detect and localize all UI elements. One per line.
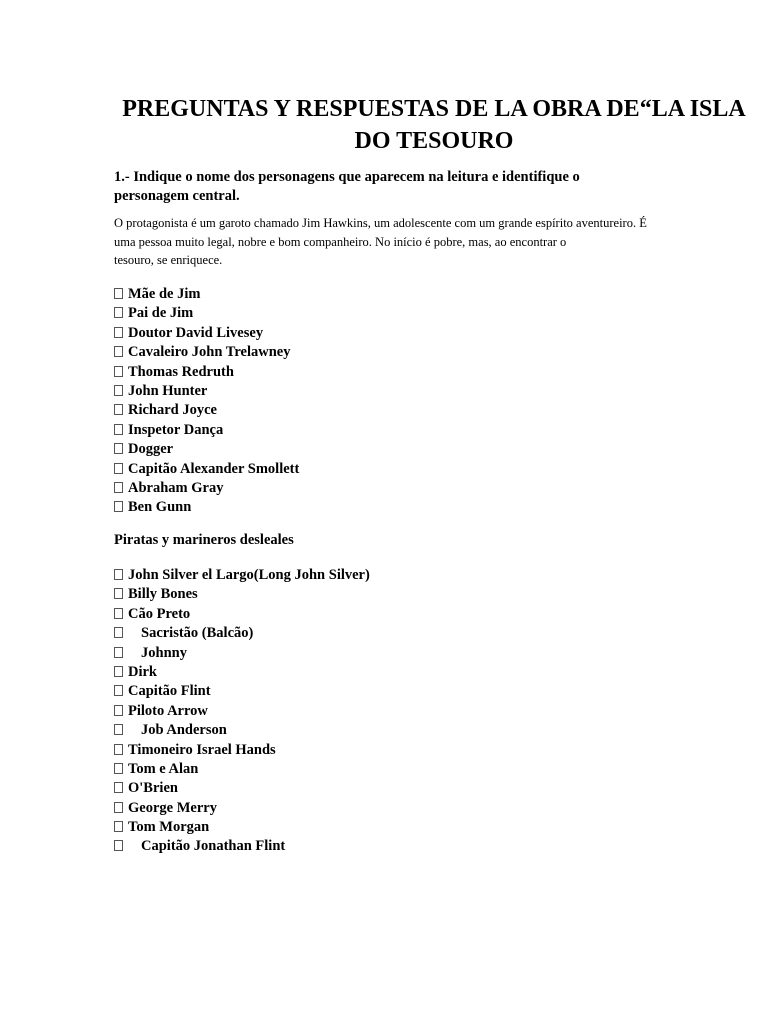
character-name: Cavaleiro John Trelawney — [128, 344, 291, 361]
list-item — [114, 585, 370, 604]
bullet-box-icon — [114, 385, 123, 396]
character-name: Capitão Alexander Smollett — [128, 460, 300, 477]
answer-line-1: O protagonista é um garoto chamado Jim Hawkins, um adolescente com um grande espírito aventureiro. É — [114, 216, 647, 230]
bullet-box-icon — [114, 685, 123, 696]
answer-line-2: uma pessoa muito legal, nobre e bom companheiro. No início é pobre, mas, ao encontrar o — [114, 234, 567, 249]
bullet-box-icon — [114, 307, 123, 318]
list-item — [114, 644, 370, 663]
section-heading-pirates: Piratas y marineros desleales — [114, 532, 294, 548]
character-name: Abraham Gray — [128, 479, 224, 496]
pirate-name: Cão Preto — [128, 605, 191, 622]
bullet-box-icon — [114, 424, 123, 435]
pirate-name: O'Brien — [128, 780, 178, 797]
bullet-box-icon — [114, 802, 123, 813]
bullet-box-icon — [114, 782, 123, 793]
list-item — [114, 663, 370, 682]
character-name: Thomas Redruth — [128, 363, 234, 380]
bullet-box-icon — [114, 588, 123, 599]
list-item — [114, 605, 370, 624]
pirate-name: Sacristão (Balcão) — [141, 625, 254, 642]
list-item — [114, 440, 299, 459]
list-item — [114, 818, 370, 837]
bullet-box-icon — [114, 627, 123, 638]
list-item — [114, 382, 299, 401]
character-name: Pai de Jim — [128, 305, 194, 322]
list-item — [114, 682, 370, 701]
bullet-box-icon — [114, 666, 123, 677]
bullet-box-icon — [114, 705, 123, 716]
character-name: Ben Gunn — [128, 499, 192, 516]
list-item — [114, 624, 370, 643]
bullet-box-icon — [114, 404, 123, 415]
list-item — [114, 363, 299, 382]
bullet-box-icon — [114, 763, 123, 774]
pirate-name: Johnny — [141, 644, 187, 661]
pirates-list — [114, 566, 370, 857]
bullet-box-icon — [114, 366, 123, 377]
list-item — [114, 741, 370, 760]
bullet-box-icon — [114, 482, 123, 493]
list-item — [114, 479, 299, 498]
pirate-name: Tom e Alan — [128, 760, 199, 777]
bullet-box-icon — [114, 501, 123, 512]
pirate-name: Timoneiro Israel Hands — [128, 741, 276, 758]
list-item — [114, 285, 299, 304]
bullet-box-icon — [114, 288, 123, 299]
bullet-box-icon — [114, 647, 123, 658]
bullet-box-icon — [114, 821, 123, 832]
character-name: John Hunter — [128, 382, 208, 399]
character-name: Richard Joyce — [128, 402, 217, 419]
pirate-name: Tom Morgan — [128, 819, 210, 836]
title-line-2: DO TESOURO — [354, 128, 514, 154]
list-item — [114, 324, 299, 343]
answer-line-3: tesouro, se enriquece. — [114, 253, 223, 267]
character-name: Inspetor Dança — [128, 421, 224, 438]
title-line-1: PREGUNTAS Y RESPUESTAS DE LA OBRA DE“LA ISLA — [122, 96, 746, 122]
pirate-name: George Merry — [128, 799, 217, 816]
character-name: Doutor David Livesey — [128, 324, 264, 341]
list-item — [114, 799, 370, 818]
list-item — [114, 421, 299, 440]
bullet-box-icon — [114, 327, 123, 338]
bullet-box-icon — [114, 744, 123, 755]
bullet-box-icon — [114, 608, 123, 619]
bullet-box-icon — [114, 569, 123, 580]
pirate-name: Capitão Jonathan Flint — [141, 838, 286, 855]
pirate-name: John Silver el Largo(Long John Silver) — [128, 567, 370, 583]
list-item — [114, 566, 370, 585]
list-item — [114, 460, 299, 479]
bullet-box-icon — [114, 463, 123, 474]
list-item — [114, 343, 299, 362]
pirate-name: Job Anderson — [141, 722, 227, 739]
list-item — [114, 702, 370, 721]
list-item — [114, 837, 370, 856]
list-item — [114, 401, 299, 420]
character-name: Mãe de Jim — [128, 286, 201, 302]
pirate-name: Dirk — [128, 663, 157, 680]
list-item — [114, 304, 299, 323]
character-name: Dogger — [128, 441, 174, 458]
pirate-name: Billy Bones — [128, 586, 198, 603]
characters-list — [114, 285, 299, 518]
question-1: 1.- Indique o nome dos personagens que aparecem na leitura e identifique o personagem central. — [114, 169, 580, 204]
pirate-name: Piloto Arrow — [128, 702, 208, 719]
bullet-box-icon — [114, 346, 123, 357]
document-title — [100, 93, 768, 157]
list-item — [114, 779, 370, 798]
bullet-box-icon — [114, 840, 123, 851]
bullet-box-icon — [114, 724, 123, 735]
list-item — [114, 760, 370, 779]
list-item — [114, 498, 299, 517]
answer-1 — [114, 214, 714, 270]
pirate-name: Capitão Flint — [128, 683, 211, 700]
list-item — [114, 721, 370, 740]
bullet-box-icon — [114, 443, 123, 454]
